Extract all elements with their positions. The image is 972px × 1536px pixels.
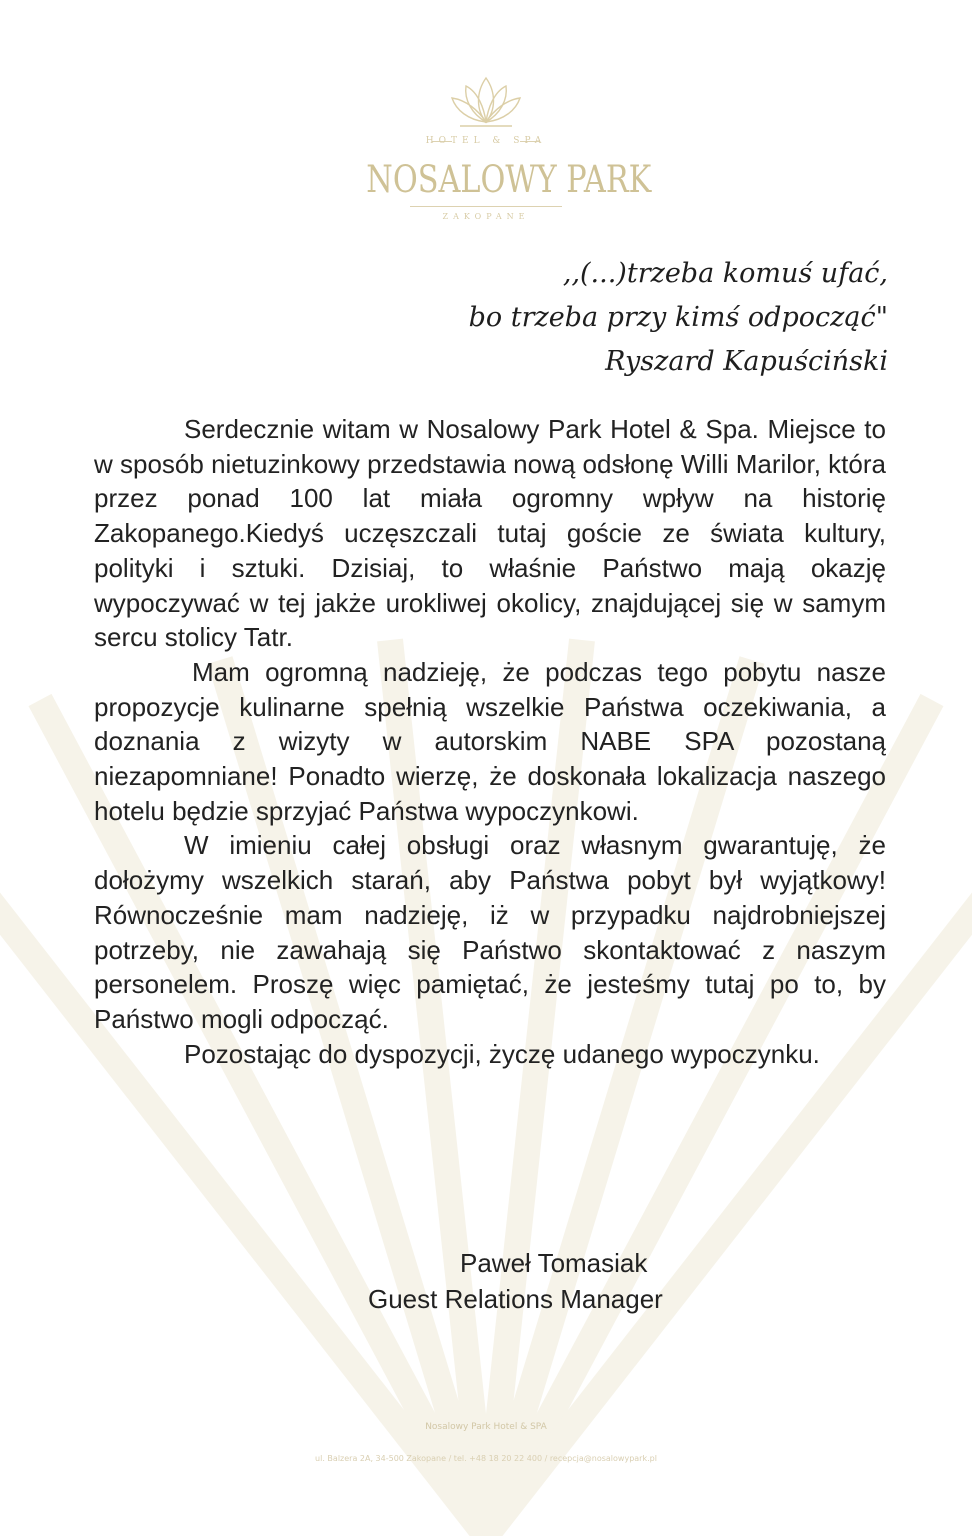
signatory-name: Paweł Tomasiak [460, 1248, 648, 1278]
letter-paragraph-4: Pozostając do dyspozycji, życzę udanego wypoczynku. [184, 1038, 820, 1069]
quote-line-1: ,,(...)trzeba komuś ufać, [562, 258, 888, 289]
signature-block [368, 1245, 663, 1317]
hotel-logo [340, 70, 652, 240]
quote-block [469, 252, 888, 384]
signatory-title: Guest Relations Manager [368, 1284, 663, 1314]
letter-body [94, 412, 886, 1071]
footer-address: ul. Balzera 2A, 34-500 Zakopane / tel. +48 18 20 22 400 / recepcja@nosalowypark.pl [315, 1454, 657, 1463]
lotus-emblem-icon [446, 70, 526, 130]
letter-paragraph-2: Mam ogromną nadzieję, że podczas tego pobytu nasze propozycje kulinarne spełnią wszelkie Państwa oczekiwania, a doznania z wizyty w autorskim NABE SPA pozostaną niezapomniane! Ponadto wierzę, że doskonała lokalizacja naszego hotelu będzie sprzyjać Państwa wypoczynkowi. [94, 656, 886, 826]
logo-tagline: HOTEL & SPA [425, 136, 547, 146]
letter-paragraph-3: W imieniu całej obsługi oraz własnym gwarantuję, że dołożymy wszelkich starań, aby Państwa pobyt był wyjątkowy! Równocześnie mam nadzieję, iż w przypadku najdrobniejszej potrzeby, nie zawahają się Państwo skontaktować z naszym personelem. Proszę więc pamiętać, że jesteśmy tutaj po to, by Państwo mogli odpocząć. [94, 830, 886, 1034]
logo-wordmark: NOSALOWY PARK [366, 158, 652, 201]
quote-author: Ryszard Kapuściński [605, 346, 888, 377]
letter-paragraph-1: Serdecznie witam w Nosalowy Park Hotel & Spa. Miejsce to w sposób nietuzinkowy przedstawia nową odsłonę Willi Marilor, która przez ponad 100 lat miała ogromny wpływ na historię Zakopanego.Kiedyś uczęszczali tutaj goście ze świata kultury, polityki i sztuki. Dzisiaj, to właśnie Państwo mają okazję wypoczywać w tej jakże urokliwej okolicy, znajdującej się w samym sercu stolicy Tatr. [94, 414, 886, 653]
logo-location: ZAKOPANE [442, 212, 530, 221]
quote-line-2: bo trzeba przy kimś odpocząć" [468, 302, 888, 333]
footer-hotel-name: Nosalowy Park Hotel & SPA [425, 1422, 547, 1432]
